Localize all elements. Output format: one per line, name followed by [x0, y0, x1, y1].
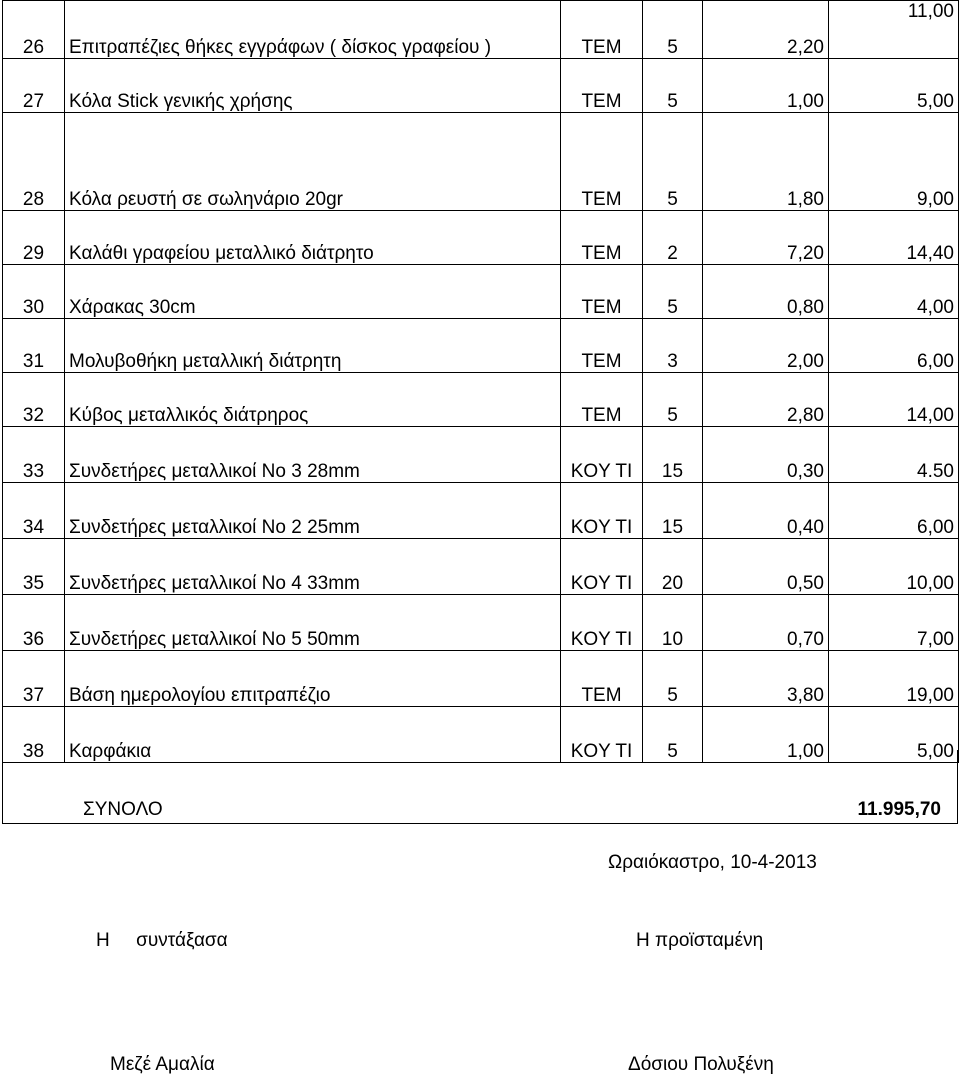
table-row	[3, 373, 959, 427]
row-number: 37	[3, 651, 65, 707]
row-unit-price: 2,20	[703, 1, 829, 59]
row-total: 11,00	[829, 1, 959, 59]
row-unit-price: 0,40	[703, 483, 829, 539]
row-unit: TEM	[561, 211, 643, 265]
row-description: Καλάθι γραφείου μεταλλικό διάτρητο	[65, 211, 561, 265]
row-total: 4.50	[829, 427, 959, 483]
items-table-body	[3, 1, 959, 763]
row-description: Κύβος μεταλλικός διάτρηρος	[65, 373, 561, 427]
row-quantity: 5	[643, 113, 703, 211]
row-total: 5,00	[829, 707, 959, 763]
row-unit: TEM	[561, 651, 643, 707]
row-quantity: 5	[643, 707, 703, 763]
row-quantity: 15	[643, 427, 703, 483]
table-row	[3, 59, 959, 113]
row-description: Συνδετήρες μεταλλικοί Νο 4 33mm	[65, 539, 561, 595]
table-row	[3, 427, 959, 483]
row-number: 30	[3, 265, 65, 319]
row-number: 38	[3, 707, 65, 763]
row-quantity: 5	[643, 1, 703, 59]
row-unit-price: 0,50	[703, 539, 829, 595]
row-unit: TEM	[561, 1, 643, 59]
row-quantity: 15	[643, 483, 703, 539]
items-table	[2, 0, 959, 763]
row-description: Συνδετήρες μεταλλικοί Νο 5 50mm	[65, 595, 561, 651]
table-row	[3, 483, 959, 539]
row-unit-price: 7,20	[703, 211, 829, 265]
place-date: Ωραιόκαστρο, 10-4-2013	[608, 852, 817, 873]
row-description: Συνδετήρες μεταλλικοί Νο 2 25mm	[65, 483, 561, 539]
row-unit: TEM	[561, 59, 643, 113]
row-unit: KOY TI	[561, 483, 643, 539]
row-unit: KOY TI	[561, 539, 643, 595]
table-row	[3, 319, 959, 373]
row-total: 4,00	[829, 265, 959, 319]
row-total: 6,00	[829, 483, 959, 539]
row-total: 14,40	[829, 211, 959, 265]
row-unit: KOY TI	[561, 427, 643, 483]
row-total: 5,00	[829, 59, 959, 113]
row-quantity: 3	[643, 319, 703, 373]
row-quantity: 5	[643, 59, 703, 113]
row-description: Κόλα Stick γενικής χρήσης	[65, 59, 561, 113]
row-unit-price: 2,00	[703, 319, 829, 373]
table-row	[3, 211, 959, 265]
row-number: 32	[3, 373, 65, 427]
row-quantity: 5	[643, 373, 703, 427]
compiler-name: Μεζέ Αμαλία	[110, 1054, 215, 1075]
table-row	[3, 1, 959, 59]
row-unit-price: 0,30	[703, 427, 829, 483]
row-total: 10,00	[829, 539, 959, 595]
row-number: 33	[3, 427, 65, 483]
row-unit-price: 1,00	[703, 707, 829, 763]
row-number: 34	[3, 483, 65, 539]
table-row	[3, 113, 959, 211]
row-number: 35	[3, 539, 65, 595]
row-quantity: 5	[643, 265, 703, 319]
row-description: Χάρακας 30cm	[65, 265, 561, 319]
total-label: ΣΥΝΟΛΟ	[83, 799, 163, 820]
row-total: 7,00	[829, 595, 959, 651]
row-unit-price: 0,80	[703, 265, 829, 319]
row-description: Μολυβοθήκη μεταλλική διάτρητη	[65, 319, 561, 373]
row-number: 29	[3, 211, 65, 265]
row-unit-price: 2,80	[703, 373, 829, 427]
row-number: 31	[3, 319, 65, 373]
row-number: 27	[3, 59, 65, 113]
row-description: Καρφάκια	[65, 707, 561, 763]
row-quantity: 5	[643, 651, 703, 707]
row-description: Κόλα ρευστή σε σωληνάριο 20gr	[65, 113, 561, 211]
compiler-title: Η συντάξασα	[96, 930, 228, 951]
row-total: 9,00	[829, 113, 959, 211]
row-quantity: 2	[643, 211, 703, 265]
total-value: 11.995,70	[857, 799, 941, 820]
table-row	[3, 539, 959, 595]
row-unit: TEM	[561, 265, 643, 319]
row-quantity: 20	[643, 539, 703, 595]
row-total: 19,00	[829, 651, 959, 707]
row-unit-price: 1,80	[703, 113, 829, 211]
row-number: 28	[3, 113, 65, 211]
supervisor-name: Δόσιου Πολυξένη	[628, 1054, 774, 1075]
row-unit-price: 1,00	[703, 59, 829, 113]
row-total: 14,00	[829, 373, 959, 427]
table-row	[3, 595, 959, 651]
row-number: 36	[3, 595, 65, 651]
row-unit: KOY TI	[561, 707, 643, 763]
row-unit: KOY TI	[561, 595, 643, 651]
row-unit-price: 3,80	[703, 651, 829, 707]
total-row	[2, 750, 958, 824]
row-quantity: 10	[643, 595, 703, 651]
table-row	[3, 265, 959, 319]
row-unit: TEM	[561, 319, 643, 373]
row-description: Επιτραπέζιες θήκες εγγράφων ( δίσκος γραφείου )	[65, 1, 561, 59]
row-unit: TEM	[561, 113, 643, 211]
supervisor-title: Η προϊσταμένη	[636, 930, 764, 951]
row-unit-price: 0,70	[703, 595, 829, 651]
row-unit: TEM	[561, 373, 643, 427]
row-description: Βάση ημερολογίου επιτραπέζιο	[65, 651, 561, 707]
row-total: 6,00	[829, 319, 959, 373]
row-number: 26	[3, 1, 65, 59]
row-description: Συνδετήρες μεταλλικοί Νο 3 28mm	[65, 427, 561, 483]
table-row	[3, 651, 959, 707]
